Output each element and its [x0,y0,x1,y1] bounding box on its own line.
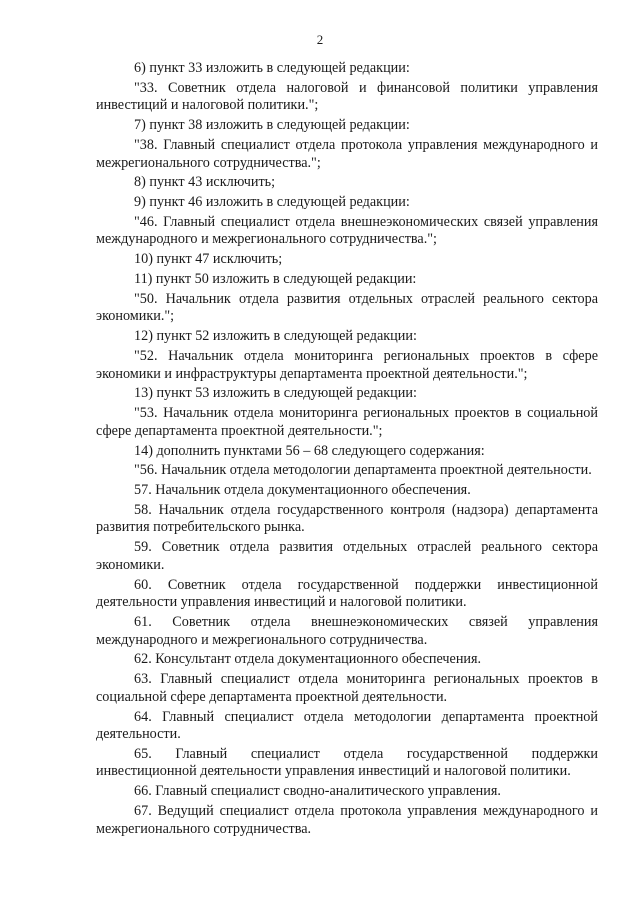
paragraph: 9) пункт 46 изложить в следующей редакции: [134,194,410,211]
paragraph: 8) пункт 43 исключить; [134,174,276,191]
paragraph: 63. Главный специалист отдела мониторинга региональных проектов в социальной сфере департамента проектной деятельности. [96,671,598,705]
paragraph: 62. Консультант отдела документационного обеспечения. [134,651,482,668]
paragraph: 14) дополнить пунктами 56 – 68 следующего содержания: [134,442,485,459]
paragraph: 59. Советник отдела развития отдельных отраслей реального сектора экономики. [96,539,598,573]
paragraph: 61. Советник отдела внешнеэкономических связей управления международного и межрегионального сотрудничества. [96,613,598,648]
paragraph: 58. Начальник отдела государственного контроля (надзора) департамента развития потребительского рынка. [96,501,598,536]
paragraph: "53. Начальник отдела мониторинга региональных проектов в социальной сфере департамента проектной деятельности."; [96,405,598,439]
paragraph: 64. Главный специалист отдела методологии департамента проектной деятельности. [96,708,598,743]
paragraph: "52. Начальник отдела мониторинга региональных проектов в сфере экономики и инфраструктуры департамента проектной деятельности."; [96,347,598,382]
document-body [96,60,598,840]
paragraph: "33. Советник отдела налоговой и финансовой политики управления инвестиций и налоговой политики."; [96,79,598,114]
paragraph: 6) пункт 33 изложить в следующей редакции: [134,60,410,76]
paragraph: 66. Главный специалист сводно-аналитического управления. [134,783,501,800]
paragraph: 65. Главный специалист отдела государственной поддержки инвестиционной деятельности управления инвестиций и налоговой политики. [96,745,598,780]
paragraph: 13) пункт 53 изложить в следующей редакции: [134,385,417,402]
paragraph: "56. Начальник отдела методологии департамента проектной деятельности. [134,462,592,479]
paragraph: 10) пункт 47 исключить; [134,251,283,268]
paragraph: 67. Ведущий специалист отдела протокола управления международного и межрегионального сотрудничества. [96,803,598,837]
paragraph: "38. Главный специалист отдела протокола управления международного и межрегионального сотрудничества."; [96,136,598,171]
paragraph: "50. Начальник отдела развития отдельных отраслей реального сектора экономики."; [96,290,598,325]
page-number: 2 [316,32,324,47]
paragraph: "46. Главный специалист отдела внешнеэкономических связей управления международного и межрегионального сотрудничества."; [96,213,598,248]
paragraph: 7) пункт 38 изложить в следующей редакции: [134,117,410,134]
paragraph: 12) пункт 52 изложить в следующей редакции: [134,328,417,345]
paragraph: 57. Начальник отдела документационного обеспечения. [134,482,471,499]
paragraph: 60. Советник отдела государственной поддержки инвестиционной деятельности управления инвестиций и налоговой политики. [96,576,598,611]
paragraph: 11) пункт 50 изложить в следующей редакции: [134,271,417,288]
